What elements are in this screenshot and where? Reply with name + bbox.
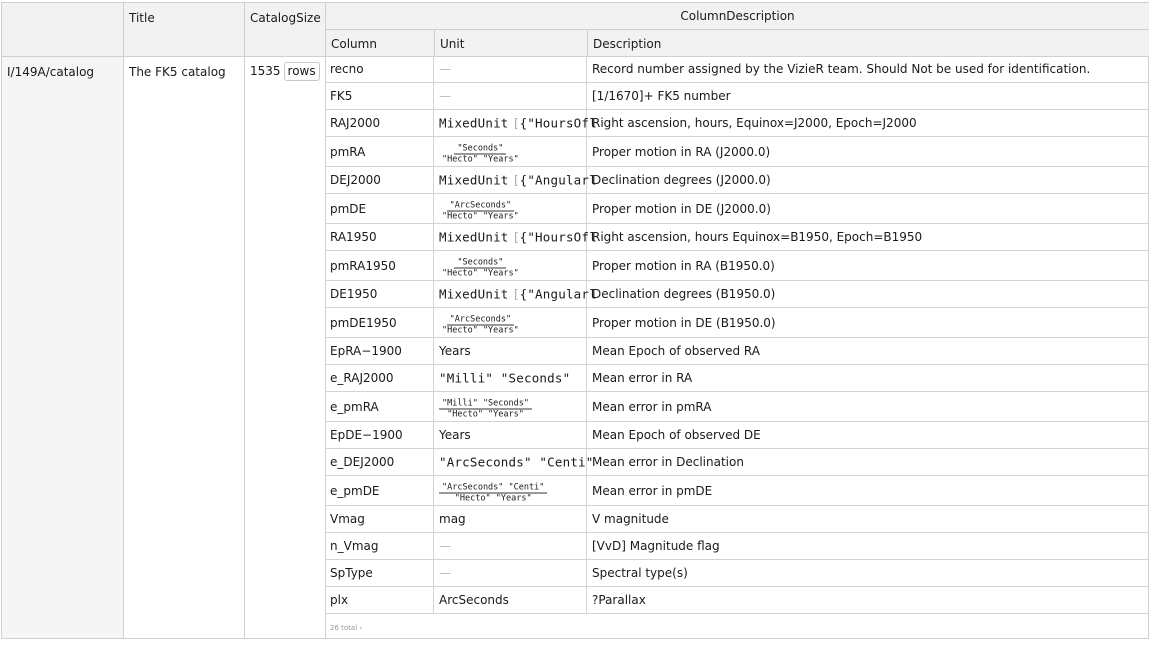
header-size-cell — [245, 3, 326, 57]
column-name-cell — [325, 308, 434, 337]
table-row — [325, 167, 1148, 194]
column-name-cell — [325, 83, 434, 109]
description-cell — [587, 137, 1148, 166]
column-name: e_pmDE — [330, 483, 380, 498]
fraction-numerator: "Milli" "Seconds" — [439, 398, 532, 409]
unit-value: — — [439, 89, 451, 103]
column-description: Mean error in pmRA — [592, 399, 712, 414]
table-row — [325, 83, 1148, 110]
column-name-cell — [325, 224, 434, 250]
fraction-numerator: "ArcSeconds" "Centi" — [439, 482, 547, 493]
subheader-column-cell — [326, 30, 435, 57]
unit-value — [439, 310, 522, 335]
table-row — [325, 308, 1148, 338]
column-name-cell — [325, 137, 434, 166]
fraction-denominator: "Hecto" "Years" — [454, 493, 532, 503]
unit-cell — [434, 587, 587, 613]
fraction-denominator: "Hecto" "Years" — [442, 211, 519, 221]
column-name-cell — [325, 587, 434, 613]
column-name: e_DEJ2000 — [330, 455, 395, 469]
header-catalog-size: CatalogSize — [250, 11, 321, 25]
table-row — [325, 533, 1148, 560]
open-bracket: [ — [512, 287, 520, 302]
description-cell — [587, 194, 1148, 223]
column-name: recno — [330, 62, 364, 76]
column-name: e_RAJ2000 — [330, 371, 394, 385]
unit-cell — [434, 560, 587, 586]
unit-fraction — [439, 314, 522, 335]
description-cell — [587, 560, 1148, 586]
description-cell — [587, 587, 1148, 613]
mixed-unit-head: MixedUnit — [439, 286, 509, 302]
table-row — [325, 110, 1148, 137]
column-name: pmRA — [330, 144, 366, 159]
column-name: RAJ2000 — [330, 116, 381, 130]
catalog-id: I/149A/catalog — [7, 65, 95, 79]
description-cell — [587, 338, 1148, 364]
unit-cell — [434, 194, 587, 223]
column-description: ?Parallax — [592, 593, 646, 607]
column-description: Right ascension, hours, Equinox=J2000, Epoch=J2000 — [592, 116, 917, 130]
unit-cell — [434, 533, 587, 559]
unit-cell — [434, 308, 587, 337]
mixed-unit-tail: {"Angularl — [519, 286, 597, 302]
description-cell — [587, 476, 1148, 505]
column-name: n_Vmag — [330, 539, 379, 553]
rows-unit-badge: rows — [284, 62, 320, 81]
unit-value: — — [439, 566, 451, 580]
table-row — [325, 422, 1148, 449]
column-name-cell — [325, 449, 434, 475]
description-cell — [587, 422, 1148, 448]
unit-value — [439, 253, 522, 278]
unit-value — [439, 139, 522, 164]
unit-value — [439, 478, 547, 503]
unit-cell — [434, 476, 587, 505]
total-count-link[interactable]: 26 total › — [330, 624, 363, 632]
unit-value: mag — [439, 512, 466, 526]
unit-value — [439, 173, 597, 188]
subheader-description: Description — [593, 37, 662, 51]
column-name-cell — [325, 56, 434, 82]
description-cell — [587, 392, 1148, 421]
column-description: Mean error in RA — [592, 371, 693, 385]
mixed-unit-head: MixedUnit — [439, 115, 509, 131]
catalog-title-cell — [124, 57, 245, 638]
header-column-description: ColumnDescription — [680, 9, 795, 23]
column-name-cell — [325, 110, 434, 136]
header-blank-cell — [2, 3, 124, 57]
column-name: DE1950 — [330, 287, 378, 301]
description-cell — [587, 506, 1148, 532]
column-description: Mean error in pmDE — [592, 483, 713, 498]
column-name-cell — [325, 365, 434, 391]
description-cell — [587, 224, 1148, 250]
column-name: Vmag — [330, 512, 365, 526]
unit-cell — [434, 422, 587, 448]
column-description: Proper motion in RA (B1950.0) — [592, 258, 775, 273]
unit-value — [439, 394, 532, 419]
table-row — [325, 587, 1148, 614]
unit-cell — [434, 83, 587, 109]
column-description: Record number assigned by the VizieR team. Should Not be used for identification. — [592, 62, 1091, 76]
header-column-description-cell — [326, 3, 1149, 30]
column-name-cell — [325, 506, 434, 532]
open-bracket: [ — [512, 230, 520, 245]
table-row — [325, 449, 1148, 476]
column-name: RA1950 — [330, 230, 377, 244]
unit-cell — [434, 392, 587, 421]
header-title: Title — [129, 11, 155, 25]
fraction-numerator: "Seconds" — [454, 257, 506, 268]
column-description: Mean Epoch of observed DE — [592, 428, 761, 442]
column-name: FK5 — [330, 89, 353, 103]
column-description: Proper motion in DE (B1950.0) — [592, 315, 776, 330]
column-description: Proper motion in RA (J2000.0) — [592, 144, 771, 159]
fraction-denominator: "Hecto" "Years" — [442, 268, 519, 278]
header-title-cell — [124, 3, 245, 57]
column-name: pmDE — [330, 201, 367, 216]
description-cell — [587, 308, 1148, 337]
column-name-cell — [325, 281, 434, 307]
column-name-cell — [325, 422, 434, 448]
description-cell — [587, 251, 1148, 280]
table-row — [325, 251, 1148, 281]
table-footer — [325, 621, 1148, 637]
column-name-cell — [325, 560, 434, 586]
table-row — [325, 476, 1148, 506]
description-cell — [587, 167, 1148, 193]
subheader-unit: Unit — [440, 37, 465, 51]
description-cell — [587, 83, 1148, 109]
fraction-numerator: "ArcSeconds" — [447, 200, 514, 211]
catalog-size-cell — [245, 57, 326, 638]
fraction-denominator: "Hecto" "Years" — [447, 409, 524, 419]
description-cell — [587, 365, 1148, 391]
column-description: Spectral type(s) — [592, 566, 688, 580]
table-row — [325, 392, 1148, 422]
catalog-id-cell — [2, 57, 124, 638]
column-description: [1/1670]+ FK5 number — [592, 89, 731, 103]
mixed-unit-head: MixedUnit — [439, 229, 509, 245]
table-row — [325, 506, 1148, 533]
column-name: DEJ2000 — [330, 173, 381, 187]
unit-value: ArcSeconds — [439, 593, 509, 607]
description-cell — [587, 449, 1148, 475]
fraction-denominator: "Hecto" "Years" — [442, 154, 519, 164]
subheader-column: Column — [331, 37, 377, 51]
unit-cell — [434, 449, 594, 475]
table-row — [325, 194, 1148, 224]
mixed-unit-head: MixedUnit — [439, 172, 509, 188]
fraction-denominator: "Hecto" "Years" — [442, 325, 519, 335]
column-name-cell — [325, 194, 434, 223]
column-description: [VvD] Magnitude flag — [592, 539, 720, 553]
fraction-numerator: "Seconds" — [454, 143, 506, 154]
unit-fraction — [439, 257, 522, 278]
unit-value — [439, 230, 597, 245]
unit-cell — [434, 365, 587, 391]
unit-fraction — [439, 143, 522, 164]
open-bracket: [ — [512, 173, 520, 188]
unit-value: "ArcSeconds" "Centi" — [439, 454, 594, 470]
unit-fraction — [439, 398, 532, 419]
table-row — [325, 56, 1148, 83]
description-cell — [587, 533, 1148, 559]
unit-cell — [434, 110, 597, 136]
unit-value — [439, 287, 597, 302]
unit-cell — [434, 167, 597, 193]
column-name-cell — [325, 392, 434, 421]
column-name-cell — [325, 338, 434, 364]
table-row — [325, 137, 1148, 167]
column-name: pmRA1950 — [330, 258, 396, 273]
column-description: Proper motion in DE (J2000.0) — [592, 201, 771, 216]
unit-cell — [434, 224, 597, 250]
mixed-unit-tail: {"Angularl — [519, 172, 597, 188]
unit-value: "Milli" "Seconds" — [439, 370, 571, 386]
description-cell — [587, 110, 1148, 136]
unit-value: — — [439, 62, 451, 76]
column-name: EpDE−1900 — [330, 428, 403, 442]
column-name: SpType — [330, 566, 373, 580]
subheader-unit-cell — [435, 30, 588, 57]
column-description: Declination degrees (B1950.0) — [592, 287, 776, 301]
column-description: Mean Epoch of observed RA — [592, 344, 760, 358]
column-name-cell — [325, 251, 434, 280]
unit-cell — [434, 281, 597, 307]
description-cell — [587, 281, 1148, 307]
catalog-size-value: 1535 — [250, 64, 281, 78]
subheader-description-cell — [588, 30, 1149, 57]
column-description: Right ascension, hours Equinox=B1950, Epoch=B1950 — [592, 230, 923, 244]
description-cell — [587, 56, 1148, 82]
unit-cell — [434, 137, 587, 166]
column-name: pmDE1950 — [330, 315, 397, 330]
unit-cell — [434, 56, 587, 82]
fraction-numerator: "ArcSeconds" — [447, 314, 514, 325]
table-row — [325, 338, 1148, 365]
column-description: Mean error in Declination — [592, 455, 744, 469]
unit-value: — — [439, 539, 451, 553]
open-bracket: [ — [512, 116, 520, 131]
column-description: V magnitude — [592, 512, 669, 526]
unit-value — [439, 196, 522, 221]
catalog-title: The FK5 catalog — [129, 65, 226, 79]
unit-cell — [434, 338, 587, 364]
table-row — [325, 560, 1148, 587]
column-name: plx — [330, 593, 349, 607]
unit-cell — [434, 251, 587, 280]
unit-fraction — [439, 482, 547, 503]
unit-value: Years — [439, 428, 471, 442]
table-row — [325, 224, 1148, 251]
column-name-cell — [325, 167, 434, 193]
column-name: EpRA−1900 — [330, 344, 402, 358]
unit-fraction — [439, 200, 522, 221]
table-row — [325, 281, 1148, 308]
unit-value: Years — [439, 344, 471, 358]
column-name-cell — [325, 533, 434, 559]
column-description: Declination degrees (J2000.0) — [592, 173, 771, 187]
mixed-unit-tail: {"HoursOfl — [519, 229, 597, 245]
unit-cell — [434, 506, 587, 532]
mixed-unit-tail: {"HoursOfl — [519, 115, 597, 131]
unit-value — [439, 116, 597, 131]
column-name: e_pmRA — [330, 399, 379, 414]
column-name-cell — [325, 476, 434, 505]
table-row — [325, 365, 1148, 392]
